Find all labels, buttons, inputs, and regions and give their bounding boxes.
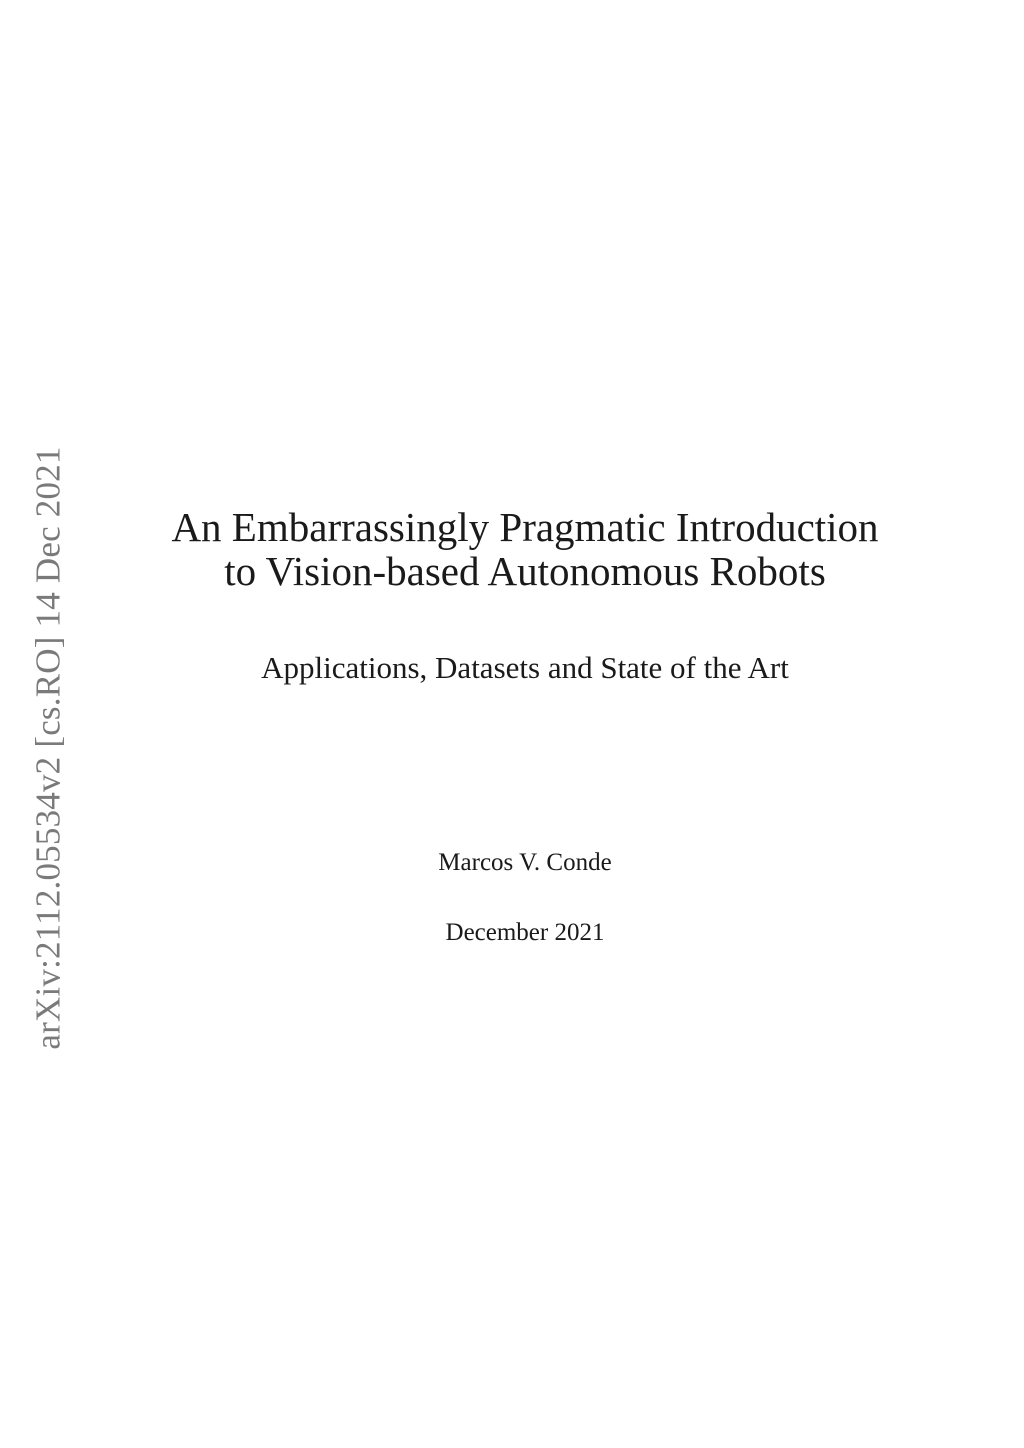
author-name: Marcos V. Conde bbox=[438, 849, 612, 876]
title-line-1: An Embarrassingly Pragmatic Introduction bbox=[171, 504, 879, 550]
title-block bbox=[130, 505, 920, 593]
paper-title bbox=[130, 505, 920, 593]
title-line-2: to Vision-based Autonomous Robots bbox=[224, 548, 826, 594]
publication-date: December 2021 bbox=[445, 919, 605, 946]
arxiv-identifier-stamp: arXiv:2112.05534v2 [cs.RO] 14 Dec 2021 bbox=[28, 446, 68, 1050]
paper-subtitle: Applications, Datasets and State of the Art bbox=[261, 650, 789, 685]
